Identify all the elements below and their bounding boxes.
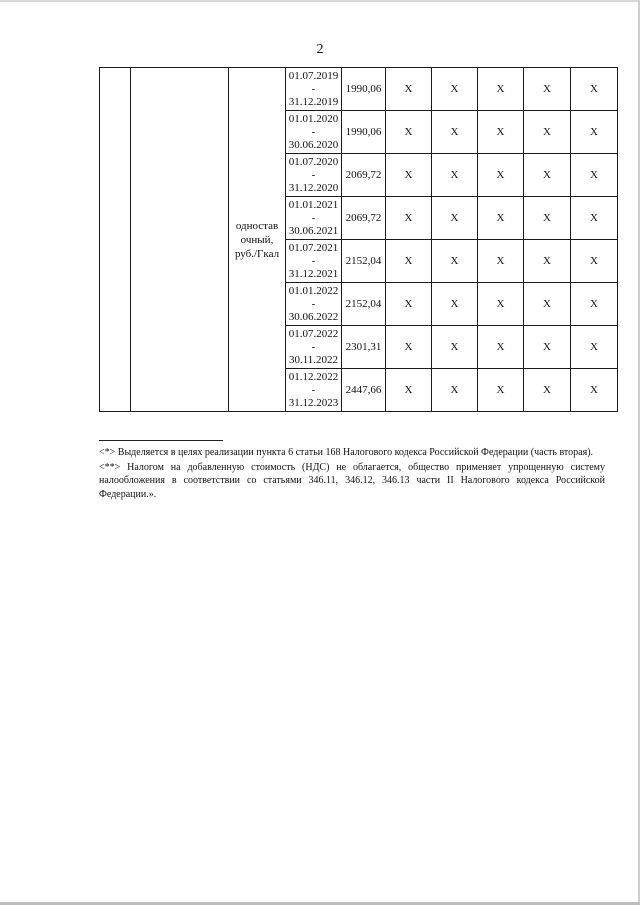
not-applicable-mark: X — [432, 240, 478, 283]
not-applicable-mark: X — [478, 111, 524, 154]
not-applicable-mark: X — [524, 283, 571, 326]
tariff-value-cell: 1990,06 — [342, 68, 386, 111]
tariff-value-cell: 2069,72 — [342, 154, 386, 197]
tariff-value-cell: 2447,66 — [342, 369, 386, 412]
period-from: 01.07.2019 — [288, 69, 339, 82]
period-from: 01.01.2021 — [288, 198, 339, 211]
tariff-table — [99, 67, 618, 412]
not-applicable-mark: X — [432, 369, 478, 412]
not-applicable-mark: X — [524, 154, 571, 197]
not-applicable-mark: X — [478, 369, 524, 412]
period-cell — [286, 326, 342, 369]
not-applicable-mark: X — [386, 197, 432, 240]
period-to: 31.12.2020 — [288, 181, 339, 194]
period-sep: - — [311, 125, 316, 138]
not-applicable-mark: X — [386, 369, 432, 412]
not-applicable-mark: X — [432, 154, 478, 197]
period-cell — [286, 111, 342, 154]
period-sep: - — [311, 168, 316, 181]
not-applicable-mark: X — [571, 68, 618, 111]
not-applicable-mark: X — [571, 154, 618, 197]
period-from: 01.12.2022 — [288, 370, 339, 383]
tariff-value-cell: 2301,31 — [342, 326, 386, 369]
period-to: 30.11.2022 — [288, 353, 339, 366]
period-to: 31.12.2023 — [288, 396, 339, 409]
not-applicable-mark: X — [478, 154, 524, 197]
not-applicable-mark: X — [386, 111, 432, 154]
period-to: 30.06.2020 — [288, 138, 339, 151]
period-cell — [286, 240, 342, 283]
not-applicable-mark: X — [571, 111, 618, 154]
tariff-table-body — [100, 68, 618, 412]
empty-number-cell — [100, 68, 131, 412]
period-sep: - — [311, 82, 316, 95]
period-to: 31.12.2019 — [288, 95, 339, 108]
not-applicable-mark: X — [432, 68, 478, 111]
not-applicable-mark: X — [524, 197, 571, 240]
not-applicable-mark: X — [524, 68, 571, 111]
not-applicable-mark: X — [571, 283, 618, 326]
not-applicable-mark: X — [571, 369, 618, 412]
period-from: 01.01.2022 — [288, 284, 339, 297]
period-cell — [286, 283, 342, 326]
period-cell — [286, 154, 342, 197]
tariff-value-cell: 2069,72 — [342, 197, 386, 240]
footnote-2: <**> Налогом на добавленную стоимость (НДС) не облагается, общество применяет упрощенную систему налообложения в соответствии со статьями 346.11, 346.12, 346.13 части II Налогового кодекса Российской Федерации.». — [99, 461, 605, 500]
period-from: 01.07.2022 — [288, 327, 339, 340]
not-applicable-mark: X — [571, 326, 618, 369]
table-row — [100, 68, 618, 111]
not-applicable-mark: X — [571, 197, 618, 240]
not-applicable-mark: X — [571, 240, 618, 283]
not-applicable-mark: X — [524, 369, 571, 412]
tariff-unit-line: руб./Гкал — [234, 247, 280, 260]
not-applicable-mark: X — [386, 154, 432, 197]
not-applicable-mark: X — [478, 326, 524, 369]
not-applicable-mark: X — [432, 326, 478, 369]
period-to: 31.12.2021 — [288, 267, 339, 280]
not-applicable-mark: X — [386, 68, 432, 111]
period-from: 01.01.2020 — [288, 112, 339, 125]
not-applicable-mark: X — [386, 283, 432, 326]
not-applicable-mark: X — [432, 283, 478, 326]
footnotes — [99, 446, 605, 502]
not-applicable-mark: X — [386, 240, 432, 283]
period-from: 01.07.2021 — [288, 241, 339, 254]
period-from: 01.07.2020 — [288, 155, 339, 168]
period-sep: - — [311, 297, 316, 310]
period-to: 30.06.2021 — [288, 224, 339, 237]
period-cell — [286, 197, 342, 240]
period-sep: - — [311, 211, 316, 224]
not-applicable-mark: X — [524, 326, 571, 369]
empty-name-cell — [131, 68, 229, 412]
not-applicable-mark: X — [432, 197, 478, 240]
not-applicable-mark: X — [478, 240, 524, 283]
tariff-unit-line: очный, — [240, 233, 274, 246]
period-sep: - — [311, 340, 316, 353]
not-applicable-mark: X — [524, 111, 571, 154]
period-cell — [286, 68, 342, 111]
not-applicable-mark: X — [478, 283, 524, 326]
not-applicable-mark: X — [432, 111, 478, 154]
footnote-separator — [99, 440, 223, 441]
period-sep: - — [311, 383, 316, 396]
period-to: 30.06.2022 — [288, 310, 339, 323]
not-applicable-mark: X — [478, 68, 524, 111]
period-sep: - — [311, 254, 316, 267]
tariff-unit-cell — [229, 68, 286, 412]
footnote-1: <*> Выделяется в целях реализации пункта 6 статьи 168 Налогового кодекса Российской Федерации (часть вторая). — [99, 447, 594, 458]
not-applicable-mark: X — [386, 326, 432, 369]
period-cell — [286, 369, 342, 412]
tariff-value-cell: 2152,04 — [342, 283, 386, 326]
not-applicable-mark: X — [478, 197, 524, 240]
tariff-unit-line: одностав — [235, 219, 279, 232]
tariff-value-cell: 2152,04 — [342, 240, 386, 283]
not-applicable-mark: X — [524, 240, 571, 283]
page-number: 2 — [316, 42, 324, 57]
scan-edge-top — [0, 0, 640, 2]
tariff-value-cell: 1990,06 — [342, 111, 386, 154]
